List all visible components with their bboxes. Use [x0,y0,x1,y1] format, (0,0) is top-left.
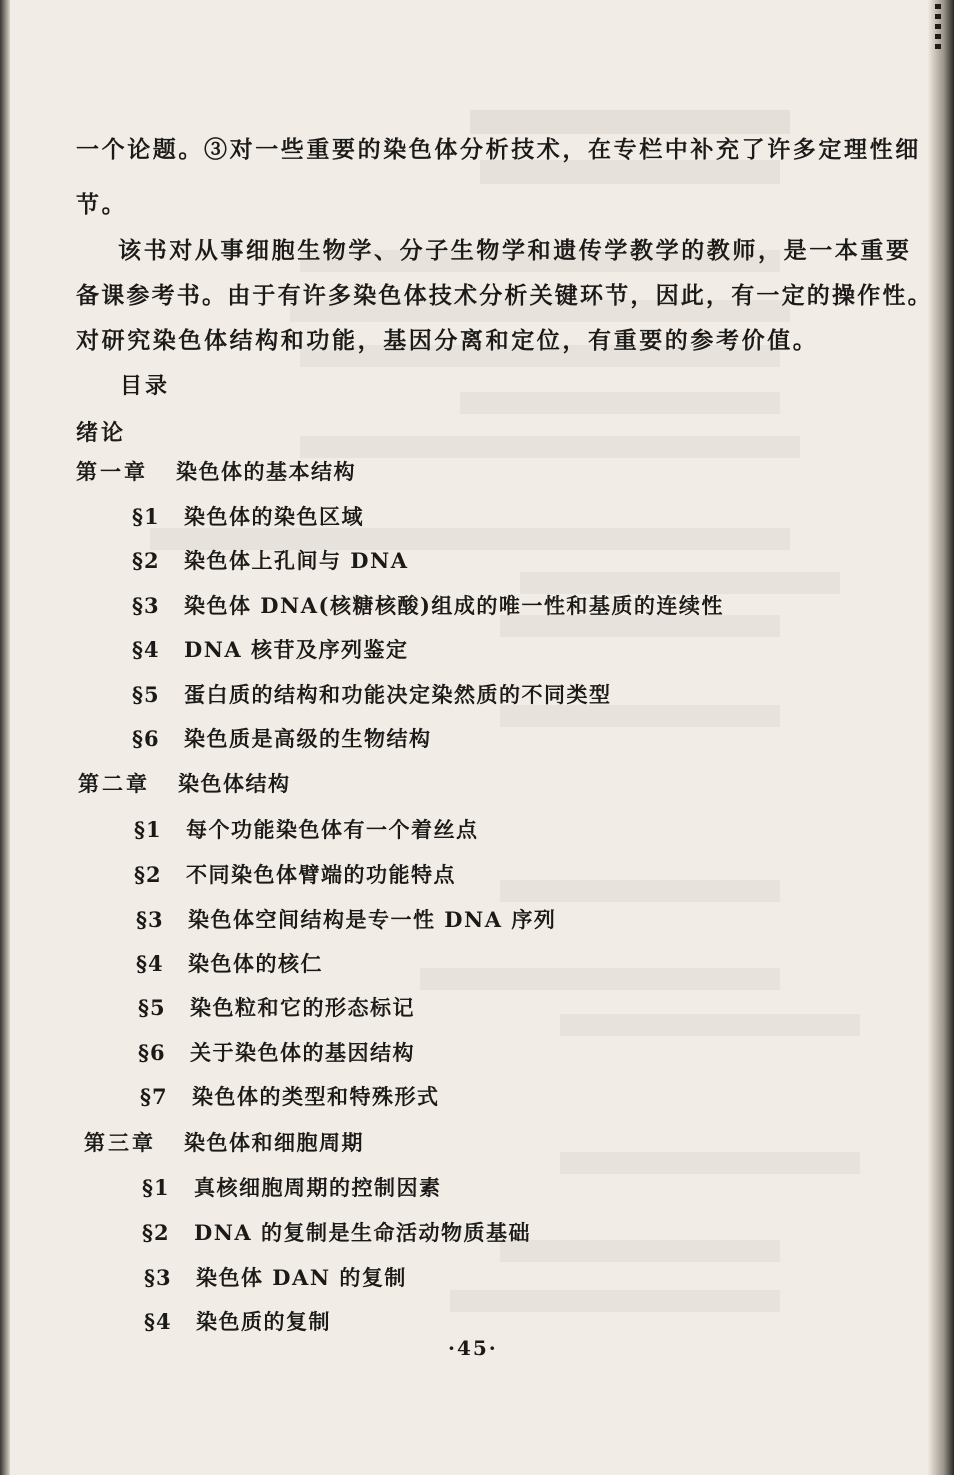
section-number: §4 [132,637,160,662]
page-number: ·45· [448,1336,498,1360]
section-number: §5 [132,682,160,707]
toc-section [132,634,409,664]
bleed-through-mark [560,1014,860,1036]
bleed-through-mark [500,1240,780,1262]
section-number: §6 [138,1040,166,1065]
toc-section [142,1172,442,1202]
toc-section [142,1217,531,1247]
section-number: §6 [132,726,160,751]
toc-section [140,1081,440,1111]
section-title: 染色质的复制 [196,1309,331,1334]
paragraph-line: 节。 [76,191,128,218]
toc-section [132,501,364,531]
toc-section [136,948,323,978]
toc-section [144,1262,407,1292]
chapter-title: 染色体和细胞周期 [184,1130,364,1155]
chapter-label: 第三章 [84,1130,156,1155]
section-title: 染色体的核仁 [188,951,323,976]
toc-section [132,545,409,575]
section-title: 染色质是高级的生物结构 [184,726,432,751]
section-number: §5 [138,995,166,1020]
paragraph-line: 对研究染色体结构和功能，基因分离和定位，有重要的参考价值。 [76,327,819,354]
section-number: §2 [132,548,160,573]
section-number: §4 [144,1309,172,1334]
toc-intro: 绪论 [76,420,127,446]
bleed-through-mark [560,1152,860,1174]
section-title: 每个功能染色体有一个着丝点 [186,817,479,842]
toc-section [132,590,724,620]
section-number: §1 [142,1175,170,1200]
section-title: 真核细胞周期的控制因素 [194,1175,442,1200]
section-title: 染色体上孔间与 DNA [184,548,409,573]
paragraph-line: 一个论题。③对一些重要的染色体分析技术，在专栏中补充了许多定理性细 [76,136,921,163]
paragraph-line: 备课参考书。由于有许多染色体技术分析关键环节，因此，有一定的操作性。 [76,282,933,309]
section-number: §1 [132,504,160,529]
section-title: 蛋白质的结构和功能决定染然质的不同类型 [184,682,612,707]
section-number: §3 [144,1265,172,1290]
toc-section [138,992,415,1022]
toc-section [134,859,456,889]
toc-heading: 目录 [120,373,171,399]
paragraph-line: 该书对从事细胞生物学、分子生物学和遗传学教学的教师，是一本重要 [118,237,912,264]
section-title: 关于染色体的基因结构 [190,1040,415,1065]
section-number: §1 [134,817,162,842]
section-title: 染色体 DAN 的复制 [196,1265,407,1290]
section-number: §2 [134,862,162,887]
chapter-heading [78,768,291,798]
chapter-title: 染色体的基本结构 [176,459,356,484]
bleed-through-mark [420,968,780,990]
chapter-label: 第二章 [78,771,150,796]
binding-dots [935,4,941,50]
toc-section [132,723,432,753]
bleed-through-mark [500,880,780,902]
chapter-title: 染色体结构 [178,771,291,796]
section-title: 不同染色体臂端的功能特点 [186,862,456,887]
section-title: 染色体 DNA(核糖核酸)组成的唯一性和基质的连续性 [184,593,724,618]
section-number: §4 [136,951,164,976]
section-title: 染色体的类型和特殊形式 [192,1084,440,1109]
page-shadow-right [928,0,954,1475]
section-title: 染色体空间结构是专一性 DNA 序列 [188,907,557,932]
section-title: DNA 核苷及序列鉴定 [184,637,409,662]
page-shadow-left [0,0,10,1475]
toc-section [138,1037,415,1067]
bleed-through-mark [450,1290,780,1312]
bleed-through-mark [460,392,780,414]
section-number: §7 [140,1084,168,1109]
chapter-label: 第一章 [76,459,148,484]
section-number: §3 [136,907,164,932]
bleed-through-mark [300,436,800,458]
toc-section [132,679,612,709]
chapter-heading [76,456,356,486]
section-title: 染色粒和它的形态标记 [190,995,415,1020]
toc-section [134,814,479,844]
section-title: DNA 的复制是生命活动物质基础 [194,1220,532,1245]
section-title: 染色体的染色区域 [184,504,364,529]
chapter-heading [84,1127,364,1157]
toc-section [144,1306,331,1336]
toc-section [136,904,556,934]
section-number: §2 [142,1220,170,1245]
section-number: §3 [132,593,160,618]
